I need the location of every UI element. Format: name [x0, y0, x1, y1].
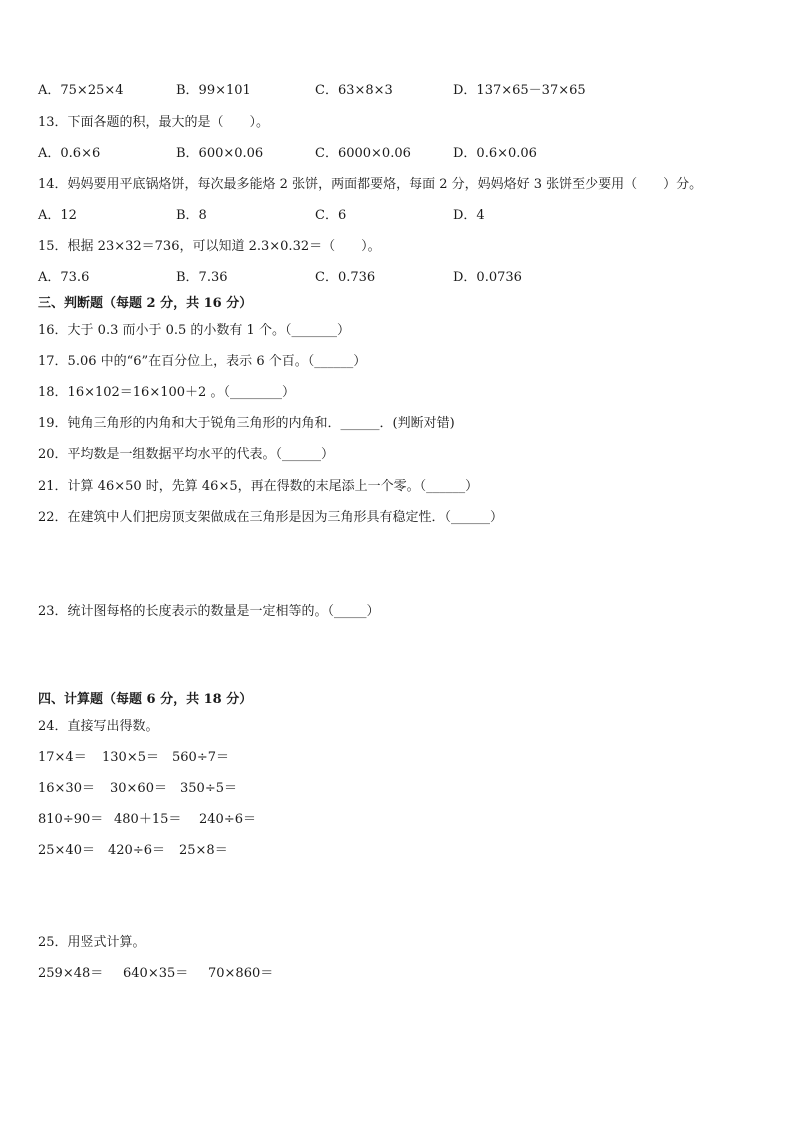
question-22: 22．在建筑中人们把房顶支架做成在三角形是因为三角形具有稳定性．（______）: [38, 510, 504, 525]
calc-item: 350÷5＝: [180, 781, 237, 796]
question-13: 13．下面各题的积，最大的是（ ）。: [38, 115, 270, 130]
calc-item: 420÷6＝: [108, 843, 165, 858]
question-24: 24．直接写出得数。: [38, 719, 159, 734]
q12-option-d: D．137×65－37×65: [453, 83, 586, 98]
question-16: 16．大于 0.3 而小于 0.5 的小数有 1 个。（_______）: [38, 323, 350, 338]
calc-item: 25×8＝: [179, 843, 228, 858]
q14-option-c: C．6: [315, 208, 347, 223]
q13-option-c: C．6000×0.06: [315, 146, 411, 161]
section-4-title: 四、计算题（每题 6 分，共 18 分）: [38, 692, 253, 707]
q14-option-d: D．4: [453, 208, 485, 223]
q13-option-d: D．0.6×0.06: [453, 146, 537, 161]
question-15: 15．根据 23×32＝736，可以知道 2.3×0.32＝（ ）。: [38, 239, 381, 254]
calc-item: 25×40＝: [38, 843, 95, 858]
question-19: 19．钝角三角形的内角和大于锐角三角形的内角和．______．(判断对错): [38, 416, 455, 431]
question-25: 25．用竖式计算。: [38, 935, 146, 950]
calc-item: 560÷7＝: [172, 750, 229, 765]
q15-option-b: B．7.36: [176, 270, 228, 285]
question-21: 21．计算 46×50 时，先算 46×5，再在得数的末尾添上一个零。（______）: [38, 479, 479, 494]
calc-item: 16×30＝: [38, 781, 95, 796]
q15-option-c: C．0.736: [315, 270, 376, 285]
question-14: 14．妈妈要用平底锅烙饼，每次最多能烙 2 张饼，两面都要烙，每面 2 分，妈妈烙好 3 张饼至少要用（ ）分。: [38, 177, 703, 192]
calc-item: 810÷90＝: [38, 812, 104, 827]
q13-option-a: A．0.6×6: [38, 146, 101, 161]
q15-option-a: A．73.6: [38, 270, 90, 285]
question-17: 17．5.06 中的“6”在百分位上，表示 6 个百。（______）: [38, 354, 367, 369]
question-20: 20．平均数是一组数据平均水平的代表。（______）: [38, 447, 335, 462]
calc-item: 70×860＝: [208, 966, 274, 981]
q12-option-b: B．99×101: [176, 83, 251, 98]
calc-item: 259×48＝: [38, 966, 104, 981]
calc-item: 480＋15＝: [114, 812, 182, 827]
q14-option-b: B．8: [176, 208, 207, 223]
q12-option-c: C．63×8×3: [315, 83, 393, 98]
q12-option-a: A．75×25×4: [38, 83, 124, 98]
question-23: 23．统计图每格的长度表示的数量是一定相等的。（_____）: [38, 604, 380, 619]
calc-item: 640×35＝: [123, 966, 189, 981]
calc-item: 130×5＝: [102, 750, 159, 765]
q13-option-b: B．600×0.06: [176, 146, 264, 161]
calc-item: 240÷6＝: [199, 812, 256, 827]
calc-item: 30×60＝: [110, 781, 167, 796]
calc-item: 17×4＝: [38, 750, 87, 765]
q14-option-a: A．12: [38, 208, 77, 223]
section-3-title: 三、判断题（每题 2 分，共 16 分）: [38, 296, 253, 311]
q15-option-d: D．0.0736: [453, 270, 522, 285]
question-18: 18．16×102＝16×100＋2 。（________）: [38, 385, 295, 400]
